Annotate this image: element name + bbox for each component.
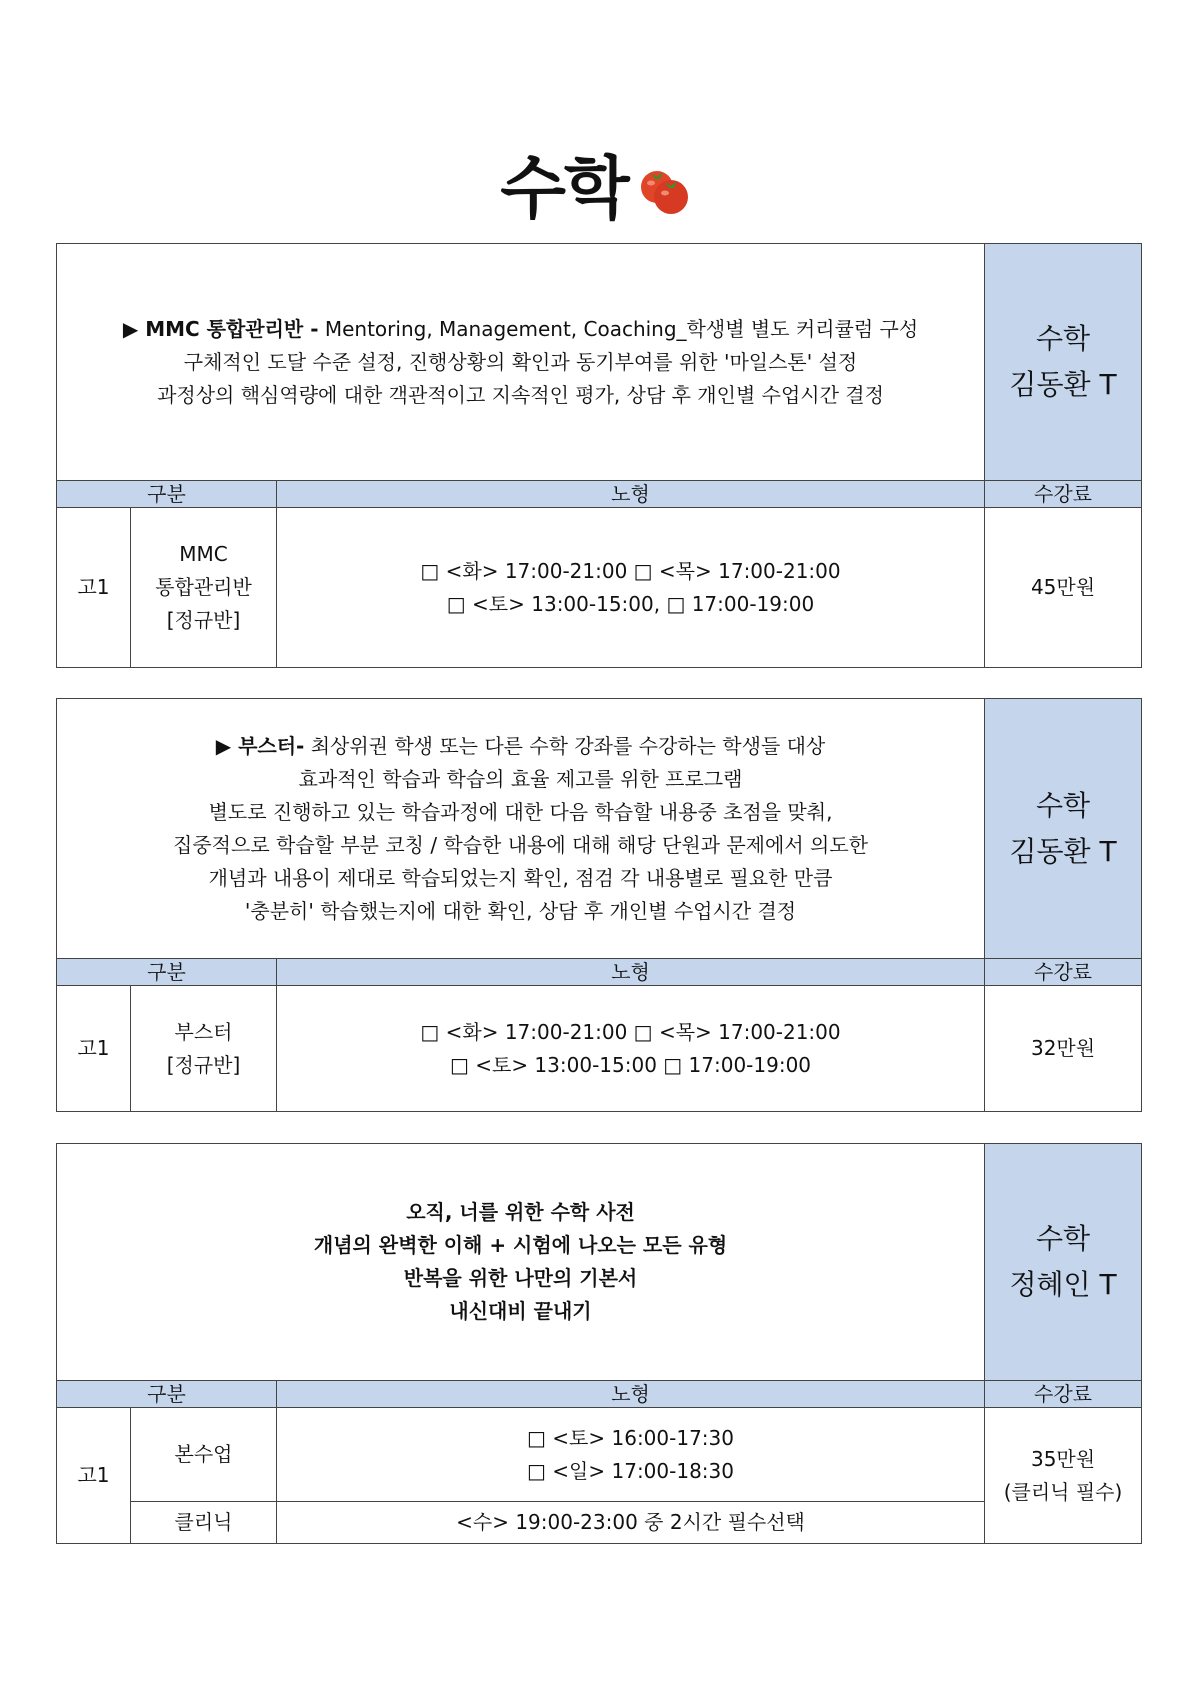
- class-line: [정규반]: [166, 608, 241, 632]
- schedule-line: □ <화> 17:00-21:00 □ <목> 17:00-21:00: [420, 558, 841, 583]
- header-fee: 수강료: [985, 481, 1142, 508]
- desc-line: 내신대비 끝내기: [449, 1299, 592, 1323]
- page-header: [0, 150, 1191, 230]
- header-schedule: 노형: [277, 481, 985, 508]
- desc-line: 개념과 내용이 제대로 학습되었는지 확인, 점검 각 내용별로 필요한 만큼: [208, 865, 833, 890]
- class-line: 통합관리반: [155, 575, 252, 599]
- basic-description: [57, 1144, 985, 1381]
- table-header-row: [57, 481, 1142, 508]
- header-schedule: 노형: [277, 1381, 985, 1408]
- fee-cell: [985, 1408, 1142, 1544]
- basic-section: [56, 1143, 1142, 1544]
- class-line: 부스터: [174, 1019, 233, 1044]
- schedule-line: □ <토> 13:00-15:00, □ 17:00-19:00: [446, 591, 815, 616]
- class-line: MMC: [179, 542, 228, 566]
- tomato-icon: [637, 163, 691, 217]
- desc-line: 구체적인 도달 수준 설정, 진행상황의 확인과 동기부여를 위한 '마일스톤' 설정: [183, 349, 858, 374]
- schedule-line: □ <일> 17:00-18:30: [527, 1458, 734, 1483]
- class-cell: [131, 508, 277, 668]
- clinic-cell: 클리닉: [131, 1502, 277, 1544]
- table-row: [57, 986, 1142, 1112]
- header-schedule: 노형: [277, 959, 985, 986]
- desc-line: ▶ MMC 통합관리반 - Mentoring, Management, Coaching_학생별 별도 커리큘럼 구성: [122, 316, 919, 341]
- schedule-cell: [277, 986, 985, 1112]
- page-title: 수학: [500, 150, 628, 229]
- grade-cell: 고1: [57, 986, 131, 1112]
- desc-line: 별도로 진행하고 있는 학습과정에 대한 다음 학습할 내용중 초점을 맞춰,: [208, 799, 833, 824]
- mmc-description: [57, 244, 985, 481]
- schedule-line: □ <토> 16:00-17:30: [527, 1425, 734, 1450]
- fee-cell: 32만원: [985, 986, 1142, 1112]
- schedule-cell: [277, 1408, 985, 1502]
- desc-line: 효과적인 학습과 학습의 효율 제고를 위한 프로그램: [298, 766, 743, 791]
- table-header-row: [57, 959, 1142, 986]
- fee-line: (클리닉 필수): [1003, 1479, 1123, 1504]
- class-line: [정규반]: [166, 1052, 241, 1077]
- teacher-cell: [985, 244, 1142, 481]
- clinic-schedule-cell: <수> 19:00-23:00 중 2시간 필수선택: [277, 1502, 985, 1544]
- booster-description: [57, 699, 985, 959]
- desc-line: 개념의 완벽한 이해 + 시험에 나오는 모든 유형: [313, 1233, 728, 1257]
- schedule-line: □ <화> 17:00-21:00 □ <목> 17:00-21:00: [420, 1019, 841, 1044]
- header-fee: 수강료: [985, 959, 1142, 986]
- fee-line: 35만원: [1030, 1446, 1096, 1471]
- desc-line: 반복을 위한 나만의 기본서: [403, 1266, 638, 1290]
- desc-line: ▶ 부스터- 최상위권 학생 또는 다른 수학 강좌를 수강하는 학생들 대상: [215, 733, 826, 758]
- teacher-subject: 수학: [1035, 1222, 1091, 1255]
- header-category: 구분: [57, 481, 277, 508]
- desc-line: '충분히' 학습했는지에 대한 확인, 상담 후 개인별 수업시간 결정: [244, 898, 797, 923]
- table-row: [57, 508, 1142, 668]
- teacher-subject: 수학: [1035, 322, 1091, 355]
- teacher-cell: [985, 699, 1142, 959]
- teacher-name: 김동환 T: [1009, 368, 1117, 401]
- desc-line: 과정상의 핵심역량에 대한 객관적이고 지속적인 평가, 상담 후 개인별 수업시간 결정: [157, 382, 884, 407]
- fee-cell: 45만원: [985, 508, 1142, 668]
- grade-cell: 고1: [57, 1408, 131, 1544]
- schedule-cell: [277, 508, 985, 668]
- header-fee: 수강료: [985, 1381, 1142, 1408]
- grade-cell: 고1: [57, 508, 131, 668]
- class-cell: 본수업: [131, 1408, 277, 1502]
- teacher-name: 정혜인 T: [1009, 1268, 1117, 1301]
- desc-line: 집중적으로 학습할 부분 코칭 / 학습한 내용에 대해 해당 단원과 문제에서 의도한: [173, 832, 868, 857]
- class-cell: [131, 986, 277, 1112]
- schedule-line: □ <토> 13:00-15:00 □ 17:00-19:00: [449, 1052, 812, 1077]
- table-row: [57, 1502, 1142, 1544]
- header-category: 구분: [57, 959, 277, 986]
- table-header-row: [57, 1381, 1142, 1408]
- teacher-name: 김동환 T: [1009, 834, 1117, 868]
- teacher-cell: [985, 1144, 1142, 1381]
- teacher-subject: 수학: [1035, 788, 1091, 822]
- mmc-section: [56, 243, 1142, 668]
- table-row: [57, 1408, 1142, 1502]
- booster-section: [56, 698, 1142, 1112]
- header-category: 구분: [57, 1381, 277, 1408]
- desc-line: 오직, 너를 위한 수학 사전: [406, 1200, 635, 1224]
